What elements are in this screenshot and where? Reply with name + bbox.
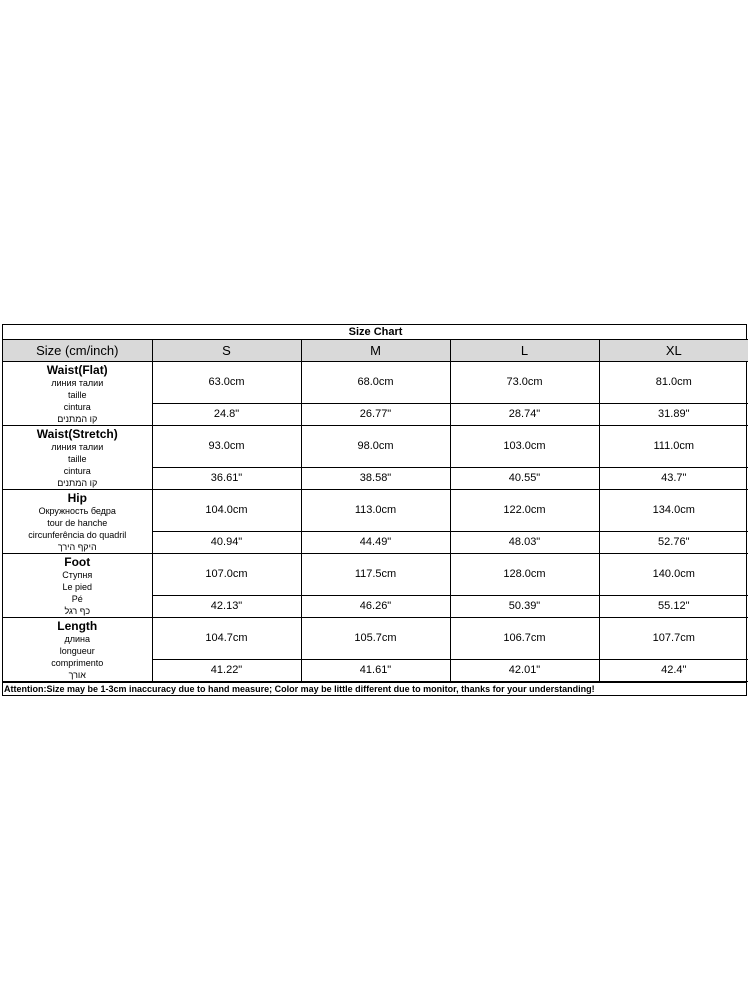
measure-translation: כף רגל [64,606,91,616]
measure-name: Hip [67,491,87,505]
measure-label [3,362,152,426]
measure-translation: линия талии [51,442,104,452]
value-cm-m: 68.0cm [301,362,450,404]
value-inch-m: 38.58" [301,467,450,489]
measure-translation: Ступня [62,570,93,580]
value-cm-l: 73.0cm [450,362,599,404]
value-inch-s: 36.61" [152,467,301,489]
value-inch-xl: 43.7" [599,467,748,489]
measure-row-cm [3,618,748,660]
value-cm-s: 104.7cm [152,618,301,660]
value-cm-m: 98.0cm [301,426,450,468]
header-size-xl: XL [599,340,748,362]
header-row [3,340,748,362]
measure-translation: cintura [63,402,91,412]
header-size-l: L [450,340,599,362]
size-chart [2,324,747,696]
value-inch-l: 50.39" [450,595,599,617]
measure-translation: אורך [68,670,86,680]
value-cm-s: 107.0cm [152,554,301,596]
value-inch-xl: 31.89" [599,403,748,425]
measure-translation: tour de hanche [47,518,108,528]
measure-row-cm [3,490,748,532]
header-label: Size (cm/inch) [3,340,152,362]
value-cm-m: 105.7cm [301,618,450,660]
measure-name: Waist(Stretch) [36,427,118,441]
chart-title: Size Chart [3,325,748,340]
measure-translation: Окружность бедра [38,506,116,516]
value-inch-m: 41.61" [301,659,450,681]
header-size-m: M [301,340,450,362]
measure-translation: היקף הירך [57,542,97,552]
value-cm-l: 106.7cm [450,618,599,660]
value-cm-s: 104.0cm [152,490,301,532]
measure-translation: longueur [59,646,95,656]
value-cm-xl: 81.0cm [599,362,748,404]
measure-translation: длина [64,634,90,644]
size-chart-table [3,325,748,682]
measure-row-cm [3,426,748,468]
measure-name: Waist(Flat) [46,363,108,377]
measure-translation: taille [67,390,87,400]
measure-name: Foot [64,555,91,569]
measure-row-cm [3,554,748,596]
value-inch-xl: 55.12" [599,595,748,617]
measure-label [3,618,152,682]
value-cm-l: 122.0cm [450,490,599,532]
value-inch-xl: 42.4" [599,659,748,681]
value-inch-l: 40.55" [450,467,599,489]
attention-note: Attention:Size may be 1-3cm inaccuracy due to hand measure; Color may be little different due to monitor, thanks for your understanding! [3,682,746,695]
measure-label [3,554,152,618]
measure-translation: comprimento [51,658,104,668]
value-cm-xl: 134.0cm [599,490,748,532]
value-inch-s: 41.22" [152,659,301,681]
value-inch-l: 48.03" [450,531,599,553]
value-cm-s: 93.0cm [152,426,301,468]
measure-label [3,490,152,554]
measure-translation: Pé [71,594,83,604]
measure-translation: קו המתנים [57,414,98,424]
value-cm-m: 117.5cm [301,554,450,596]
measure-translation: cintura [63,466,91,476]
measure-label [3,426,152,490]
value-cm-l: 103.0cm [450,426,599,468]
value-inch-xl: 52.76" [599,531,748,553]
value-inch-m: 44.49" [301,531,450,553]
value-inch-m: 46.26" [301,595,450,617]
measure-translation: circunferência do quadril [28,530,127,540]
value-inch-s: 42.13" [152,595,301,617]
header-size-s: S [152,340,301,362]
measure-translation: Le pied [62,582,93,592]
value-cm-m: 113.0cm [301,490,450,532]
value-inch-s: 24.8" [152,403,301,425]
title-row [3,325,748,340]
value-cm-s: 63.0cm [152,362,301,404]
value-cm-xl: 107.7cm [599,618,748,660]
measure-translation: taille [67,454,87,464]
value-cm-xl: 111.0cm [599,426,748,468]
measure-translation: קו המתנים [57,478,98,488]
measure-name: Length [57,619,98,633]
value-inch-l: 42.01" [450,659,599,681]
value-cm-xl: 140.0cm [599,554,748,596]
value-cm-l: 128.0cm [450,554,599,596]
value-inch-m: 26.77" [301,403,450,425]
value-inch-l: 28.74" [450,403,599,425]
measure-row-cm [3,362,748,404]
measure-translation: линия талии [51,378,104,388]
value-inch-s: 40.94" [152,531,301,553]
